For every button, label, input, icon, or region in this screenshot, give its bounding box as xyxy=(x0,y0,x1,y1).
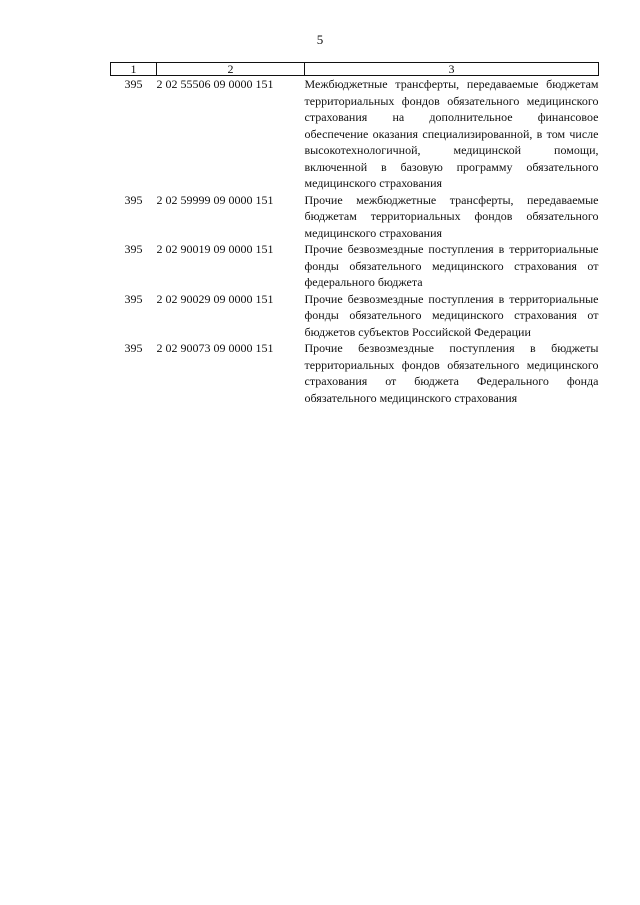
table-row xyxy=(111,241,599,291)
budget-code-cell: 2 02 90019 09 0000 151 xyxy=(156,242,274,256)
page-number: 5 xyxy=(316,32,324,47)
table-header-row xyxy=(111,63,599,76)
table-row xyxy=(111,340,599,406)
table-row xyxy=(111,291,599,341)
admin-code-cell: 395 xyxy=(124,77,143,91)
revenue-name-cell: Прочие межбюджетные трансферты, передаваемые бюджетам территориальных фондов обязательного медицинского страхования xyxy=(304,192,599,240)
budget-code-cell: 2 02 55506 09 0000 151 xyxy=(156,77,274,91)
revenue-name-cell: Прочие безвозмездные поступления в бюджеты территориальных фондов обязательного медицинского страхования от бюджета Федерального фонда обязательного медицинского страхования xyxy=(304,341,599,405)
budget-code-cell: 2 02 59999 09 0000 151 xyxy=(156,192,274,207)
header-column-3: 3 xyxy=(305,63,599,76)
revenue-name-cell: Межбюджетные трансферты, передаваемые бюджетам территориальных фондов обязательного медицинского страхования на дополнительное финансовое обеспечение оказания специализированной, в том числе высокотехнологичной, медицинской помощи, включенной в базовую программу обязательного медицинского страхования xyxy=(304,77,599,190)
revenue-name-cell: Прочие безвозмездные поступления в территориальные фонды обязательного медицинского страхования от федерального бюджета xyxy=(304,242,599,289)
table-row xyxy=(111,76,599,192)
budget-classification-table xyxy=(110,62,599,406)
admin-code-cell: 395 xyxy=(124,341,143,355)
admin-code-cell: 395 xyxy=(124,192,143,207)
table-row xyxy=(111,192,599,242)
budget-code-cell: 2 02 90073 09 0000 151 xyxy=(156,341,274,355)
revenue-name-cell: Прочие безвозмездные поступления в территориальные фонды обязательного медицинского страхования от бюджетов субъектов Российской Федерации xyxy=(304,291,599,339)
header-column-2: 2 xyxy=(157,63,305,76)
admin-code-cell: 395 xyxy=(124,291,143,306)
budget-code-cell: 2 02 90029 09 0000 151 xyxy=(156,291,274,306)
header-column-1: 1 xyxy=(111,63,157,76)
admin-code-cell: 395 xyxy=(124,242,143,256)
